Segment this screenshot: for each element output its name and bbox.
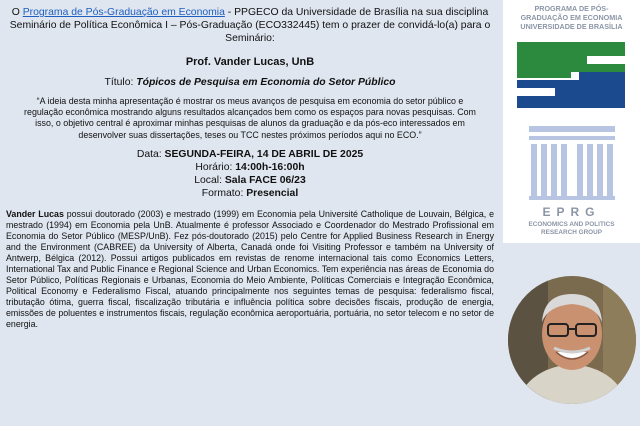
unb-blue-notch bbox=[517, 88, 555, 96]
event-details bbox=[6, 148, 494, 200]
title-label: Título: bbox=[104, 77, 137, 88]
date-label: Data: bbox=[136, 148, 165, 160]
eprg-line2: RESEARCH GROUP bbox=[540, 229, 603, 236]
program-link[interactable]: Programa de Pós-Graduação em Economia bbox=[22, 7, 225, 18]
bio-text: possui doutorado (2003) e mestrado (1999) em Economia pela Université Catholique de Louvain, Bélgica, e mestrado (1994) em Economia pela UnB. Atualmente é professor Associado e Coordenador do Mestrado Profissional em Economia do Setor Público (MESP/UnB). Fez pós-doutorado (2015) pelo Centre for Applied Business Research in Energy and the Environment (CABREE) da University of Alberta, Canadá onde foi Visiting Professor e também na University of Antwerp, Bélgica (2012). Possui artigos publicados em revistas de renome internacional tais como Economics Letters, International Tax and Public Finance e Regional Science and Urban Economics. Tem experiência nas áreas de Economia do Setor Público, Políticas Regionais e Urbanas, Economia do Meio Ambiente, Políticas Comerciais e Integração Econômica, Political Economy e Federalismo Fiscal, atuando principalmente nos seguintes temas de pesquisa: federalismo fiscal, tributação ótima, guerra fiscal, fiscalização tributária e influência política sobre decisões fiscais, produção de energia, emissões de poluentes e instrumentos fiscais, regulação econômica aeroportuária, portuária, no setor telecom e no setor de energia. bbox=[6, 208, 494, 330]
eprg-acronym: EPRG bbox=[542, 205, 601, 219]
date-value: SEGUNDA-FEIRA, 14 DE ABRIL DE 2025 bbox=[164, 148, 364, 160]
eprg-fullname bbox=[503, 221, 640, 237]
place-value: Sala FACE 06/23 bbox=[224, 174, 306, 186]
eprg-line1: ECONOMICS AND POLITICS bbox=[528, 221, 615, 228]
unb-green-notch bbox=[587, 56, 625, 64]
time-label: Horário: bbox=[195, 161, 236, 173]
event-time bbox=[6, 161, 494, 174]
format-label: Formato: bbox=[201, 187, 247, 199]
format-value: Presencial bbox=[246, 187, 299, 199]
bio-name: Vander Lucas bbox=[6, 208, 64, 219]
ppgeco-line2: GRADUAÇÃO EM ECONOMIA bbox=[520, 13, 623, 22]
sidebar-logos bbox=[503, 0, 640, 243]
intro-paragraph bbox=[6, 6, 494, 45]
main-content bbox=[6, 6, 494, 330]
ppgeco-name bbox=[503, 4, 640, 31]
ppgeco-line3: UNIVERSIDADE DE BRASÍLIA bbox=[520, 22, 623, 31]
seminar-title bbox=[6, 77, 494, 88]
eprg-building-icon bbox=[525, 120, 619, 202]
title-value: Tópicos de Pesquisa em Economia do Setor Público bbox=[136, 77, 396, 88]
event-format bbox=[6, 187, 494, 200]
event-place bbox=[6, 174, 494, 187]
intro-post: - PPGECO da Universidade de Brasília na sua disciplina Seminário de Política Econômica I – Pós-Graduação (ECO332445) tem o prazer de convidá-lo(a) para o Seminário: bbox=[9, 7, 491, 44]
speaker-bio bbox=[6, 209, 494, 331]
intro-pre: O bbox=[11, 7, 23, 18]
unb-logo-icon bbox=[517, 42, 625, 108]
speaker-name: Prof. Vander Lucas, UnB bbox=[185, 56, 315, 68]
speaker-photo bbox=[508, 276, 636, 404]
ppgeco-line1: PROGRAMA DE PÓS- bbox=[534, 4, 609, 13]
abstract-quote: “A ideia desta minha apresentação é mostrar os meus avanços de pesquisa em economia do setor público e regulação econômica mostrando alguns resultados alcançados bem como os espaços para novas pesquisas. Com isso, o objetivo central é aproximar minhas pesquisas de alunos da graduação e da pós-eco interessados em desenvolver suas dissertações, teses ou TCC nestes próximos períodos aqui no ECO.” bbox=[24, 96, 476, 140]
time-value: 14:00h-16:00h bbox=[235, 161, 305, 173]
event-date bbox=[6, 148, 494, 161]
eprg-wordmark bbox=[503, 205, 640, 237]
place-label: Local: bbox=[194, 174, 225, 186]
